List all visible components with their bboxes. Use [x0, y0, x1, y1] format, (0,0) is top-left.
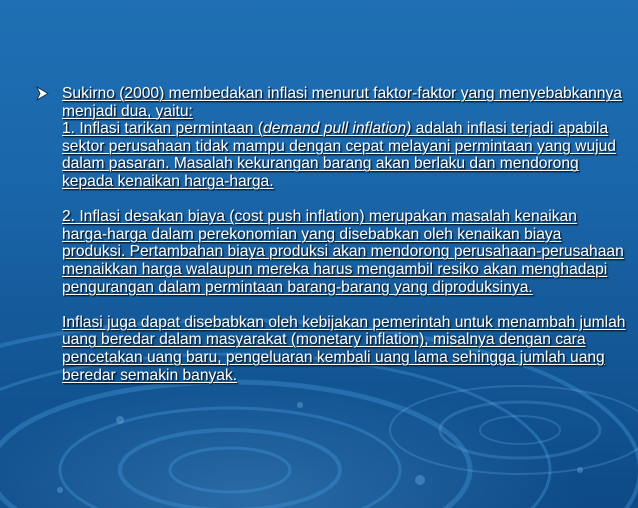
arrow-bullet-icon — [36, 85, 50, 102]
bullet-item — [36, 85, 626, 384]
demand-pull-term: demand pull inflation) — [263, 120, 412, 138]
demand-pull-paragraph — [62, 120, 626, 190]
slide-body — [36, 85, 626, 384]
monetary-inflation-paragraph: Inflasi juga dapat disebabkan oleh kebijakan pemerintah untuk menambah jumlah uang beredar dalam masyarakat (monetary inflation), misalnya dengan cara pencetakan uang baru, pengeluaran kembali uang lama sehingga jumlah uang beredar semakin banyak. — [62, 313, 626, 384]
demand-pull-text-rest: adalah inflasi terjadi apabila sektor perusahaan tidak mampu dengan cepat melayani permintaan yang wujud dalam pasaran. Masalah kekurangan barang akan berlaku dan mendorong kepada kenaikan harga-harga. — [62, 120, 616, 190]
intro-paragraph: Sukirno (2000) membedakan inflasi menurut faktor-faktor yang menyebabkannya menjadi dua, yaitu: — [62, 85, 622, 120]
cost-push-paragraph: 2. Inflasi desakan biaya (cost push inflation) merupakan masalah kenaikan harga-harga dalam perekonomian yang disebabkan oleh kenaikan biaya produksi. Pertambahan biaya produksi akan mendorong perusahaan-perusahaan menaikkan harga walaupun mereka harus mengambil resiko akan menghadapi pengurangan dalam permintaan barang-barang yang diproduksinya. — [62, 208, 624, 296]
paragraph-spacer — [62, 296, 626, 314]
paragraph-spacer — [62, 191, 626, 209]
demand-pull-text-start: 1. Inflasi tarikan permintaan ( — [62, 120, 264, 138]
